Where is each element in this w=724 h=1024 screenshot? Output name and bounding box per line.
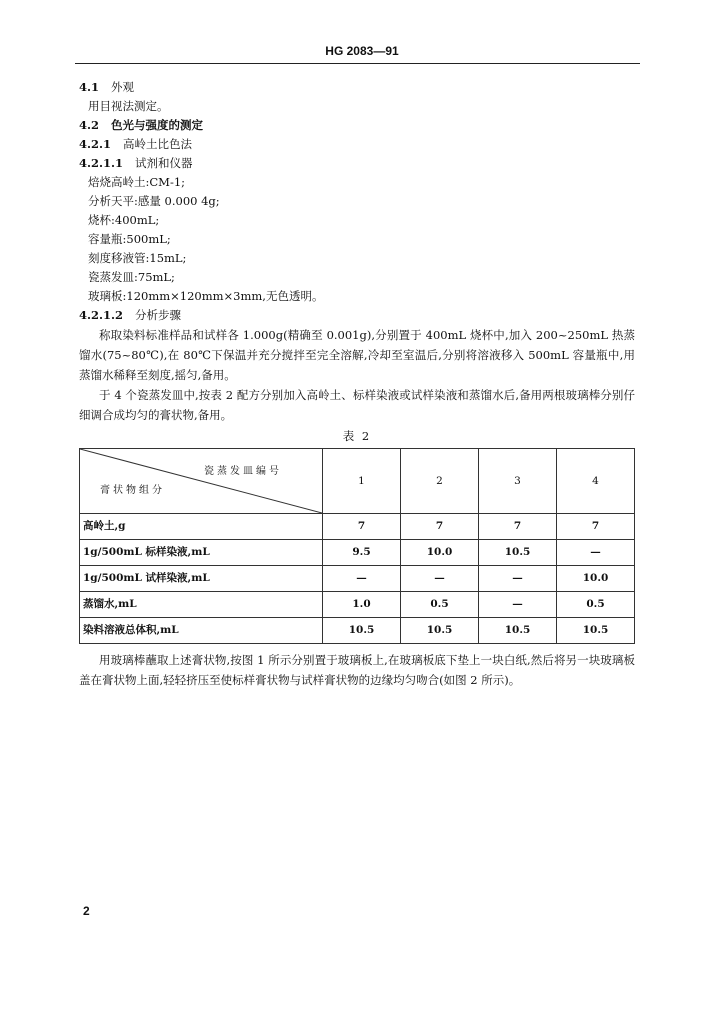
document-body (79, 78, 635, 690)
table-cell: — (557, 540, 635, 566)
procedure-paragraph-2: 于 4 个瓷蒸发皿中,按表 2 配方分别加入高岭土、标样染液或试样染液和蒸馏水后,备用两根玻璃棒分别仔细调合成均匀的膏状物,备用。 (79, 388, 635, 422)
section-title: 外观 (111, 80, 135, 94)
corner-top-label: 瓷蒸发皿编号 (204, 466, 282, 477)
table-cell: — (401, 566, 479, 592)
standard-code-header: HG 2083—91 (325, 44, 399, 58)
section-4-1-heading (79, 78, 635, 97)
table-corner-cell (80, 449, 323, 514)
table-cell: 0.5 (557, 592, 635, 618)
corner-bottom-label: 膏状物组分 (100, 485, 165, 496)
section-number: 4.2 (79, 118, 100, 132)
row-label: 1g/500mL 试样染液,mL (80, 566, 323, 592)
section-4-2-1-2-heading (79, 306, 635, 325)
row-label: 染料溶液总体积,mL (80, 618, 323, 644)
section-number: 4.2.1.2 (79, 308, 124, 322)
reagent-item: 分析天平:感量 0.000 4g; (88, 194, 220, 208)
reagent-item: 容量瓶:500mL; (88, 232, 171, 246)
table-cell: 7 (557, 514, 635, 540)
table-cell: — (479, 566, 557, 592)
reagent-item: 玻璃板:120mm×120mm×3mm,无色透明。 (88, 289, 324, 303)
section-4-2-heading (79, 116, 635, 135)
column-header: 3 (479, 449, 557, 514)
section-number: 4.2.1 (79, 137, 112, 151)
table-row (80, 566, 635, 592)
section-number: 4.1 (79, 80, 100, 94)
page-number: 2 (83, 904, 90, 918)
table-cell: 10.0 (557, 566, 635, 592)
column-header: 2 (401, 449, 479, 514)
table-row (80, 540, 635, 566)
reagent-item: 烧杯:400mL; (88, 213, 160, 227)
column-header: 4 (557, 449, 635, 514)
section-4-2-1-heading (79, 135, 635, 154)
reagent-item: 刻度移液管:15mL; (88, 251, 187, 265)
table-row (80, 514, 635, 540)
column-header: 1 (323, 449, 401, 514)
reagent-item: 瓷蒸发皿:75mL; (88, 270, 175, 284)
table-caption: 表 2 (342, 429, 372, 443)
table-cell: — (479, 592, 557, 618)
header-rule (75, 63, 640, 64)
table-row (80, 592, 635, 618)
section-title: 分析步骤 (135, 308, 182, 322)
section-4-1-text: 用目视法测定。 (88, 99, 169, 113)
procedure-paragraph-1: 称取染料标准样品和试样各 1.000g(精确至 0.001g),分别置于 400mL 烧杯中,加入 200~250mL 热蒸馏水(75~80℃),在 80℃下保温并充分搅拌至完全溶解,冷却至室温后,分别将溶液移入 500mL 容量瓶中,用蒸馏水稀释至刻度,摇匀,备用。 (79, 328, 635, 382)
row-label: 高岭土,g (80, 514, 323, 540)
table-cell: 7 (323, 514, 401, 540)
row-label: 1g/500mL 标样染液,mL (80, 540, 323, 566)
section-title: 高岭土比色法 (123, 137, 193, 151)
row-label: 蒸馏水,mL (80, 592, 323, 618)
table-header-row (80, 449, 635, 514)
table-cell: 10.5 (323, 618, 401, 644)
section-number: 4.2.1.1 (79, 156, 124, 170)
table-cell: 10.0 (401, 540, 479, 566)
table-cell: 0.5 (401, 592, 479, 618)
section-4-2-1-1-heading (79, 154, 635, 173)
table-cell: 10.5 (401, 618, 479, 644)
table-cell: 10.5 (557, 618, 635, 644)
table-cell: 7 (401, 514, 479, 540)
table-cell: 10.5 (479, 618, 557, 644)
table-cell: — (323, 566, 401, 592)
section-title: 色光与强度的测定 (111, 118, 204, 132)
table-cell: 1.0 (323, 592, 401, 618)
table-cell: 7 (479, 514, 557, 540)
table-row (80, 618, 635, 644)
section-title: 试剂和仪器 (135, 156, 193, 170)
reagent-item: 焙烧高岭土:CM-1; (88, 175, 186, 189)
table-cell: 9.5 (323, 540, 401, 566)
table-2 (79, 448, 635, 644)
procedure-paragraph-3: 用玻璃棒蘸取上述膏状物,按图 1 所示分别置于玻璃板上,在玻璃板底下垫上一块白纸,然后将另一块玻璃板盖在膏状物上面,轻轻挤压至使标样膏状物与试样膏状物的边缘均匀吻合(如图 2 所示)。 (79, 653, 635, 687)
table-cell: 10.5 (479, 540, 557, 566)
